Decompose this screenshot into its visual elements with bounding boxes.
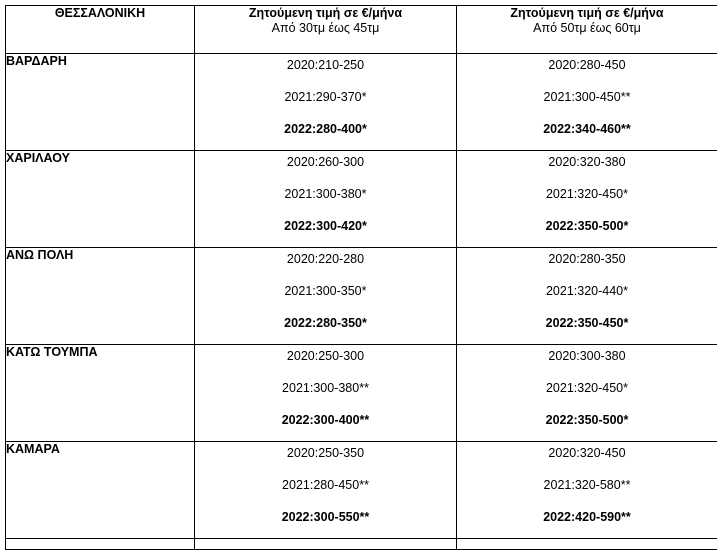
price-cell-large	[457, 442, 717, 539]
price-cell-small	[195, 151, 457, 248]
price-cell-large	[457, 54, 717, 151]
table-row-continuation	[6, 539, 717, 550]
table-row	[6, 151, 717, 248]
header-city: ΘΕΣΣΑΛΟΝΙΚΗ	[6, 6, 195, 54]
area-name: ΑΝΩ ΠΟΛΗ	[6, 248, 195, 345]
area-name: ΚΑΤΩ ΤΟΥΜΠΑ	[6, 345, 195, 442]
price-2020: 2020:280-450	[548, 58, 626, 72]
price-2021: 2021:320-450*	[545, 187, 629, 201]
price-2021: 2021:290-370*	[284, 90, 367, 104]
price-2021: 2021:320-450*	[545, 381, 629, 395]
price-2021: 2021:300-450**	[543, 90, 631, 104]
area-name: ΒΑΡΔΑΡΗ	[6, 54, 195, 151]
price-2020: 2020:320-380	[548, 155, 626, 169]
price-2022: 2022:300-550**	[281, 510, 370, 524]
price-cell-large	[457, 151, 717, 248]
price-2021: 2021:320-580**	[543, 478, 631, 492]
header-row	[6, 6, 717, 54]
empty-cell	[457, 539, 717, 550]
rent-price-table	[5, 5, 717, 550]
header-col-30-45-range: Από 30τμ έως 45τμ	[271, 21, 380, 35]
price-2022: 2022:350-450*	[545, 316, 629, 330]
price-2021: 2021:280-450**	[282, 478, 369, 492]
table-row	[6, 54, 717, 151]
area-name: ΧΑΡΙΛΑΟΥ	[6, 151, 195, 248]
price-2020: 2020:320-450	[548, 446, 626, 460]
header-col-50-60	[457, 6, 717, 54]
price-2021: 2021:300-380**	[282, 381, 369, 395]
price-cell-small	[195, 442, 457, 539]
price-2020: 2020:220-280	[286, 252, 365, 266]
price-2022: 2022:350-500*	[545, 413, 629, 427]
price-2022: 2022:280-400*	[284, 122, 367, 136]
header-col-30-45-title: Ζητούμενη τιμή σε €/μήνα	[248, 6, 403, 20]
price-2022: 2022:300-400**	[281, 413, 370, 427]
price-cell-small	[195, 54, 457, 151]
price-2021: 2021:320-440*	[545, 284, 629, 298]
price-2021: 2021:300-350*	[284, 284, 367, 298]
price-2022: 2022:350-500*	[545, 219, 629, 233]
table-row	[6, 248, 717, 345]
price-2022: 2022:280-350*	[284, 316, 367, 330]
price-cell-large	[457, 248, 717, 345]
price-2020: 2020:250-300	[286, 349, 365, 363]
price-2020: 2020:210-250	[286, 58, 365, 72]
empty-cell	[195, 539, 457, 550]
price-2022: 2022:340-460**	[543, 122, 631, 136]
price-cell-large	[457, 345, 717, 442]
header-col-30-45	[195, 6, 457, 54]
area-name: ΚΑΜΑΡΑ	[6, 442, 195, 539]
price-2020: 2020:280-350	[548, 252, 626, 266]
price-2020: 2020:260-300	[286, 155, 365, 169]
price-2020: 2020:300-380	[548, 349, 626, 363]
table-row	[6, 442, 717, 539]
price-2022: 2022:420-590**	[543, 510, 631, 524]
price-2021: 2021:300-380*	[284, 187, 367, 201]
price-cell-small	[195, 345, 457, 442]
price-cell-small	[195, 248, 457, 345]
header-col-50-60-range: Από 50τμ έως 60τμ	[533, 21, 641, 35]
price-2020: 2020:250-350	[286, 446, 365, 460]
table-row	[6, 345, 717, 442]
header-col-50-60-title: Ζητούμενη τιμή σε €/μήνα	[510, 6, 664, 20]
empty-cell	[6, 539, 195, 550]
price-2022: 2022:300-420*	[284, 219, 367, 233]
